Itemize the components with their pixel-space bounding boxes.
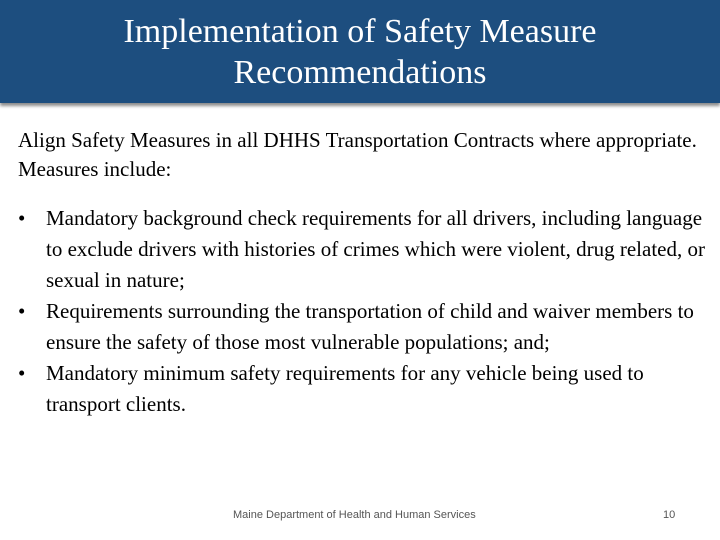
bullet-text: Requirements surrounding the transportation of child and waiver members to ensure the safety of those most vulnerable populations; and;: [46, 299, 694, 354]
title-bar: [0, 0, 720, 103]
bullet-list: [18, 203, 708, 420]
bullet-icon: •: [18, 299, 26, 323]
footer-organization: Maine Department of Health and Human Services: [233, 509, 476, 521]
bullet-item: [18, 358, 708, 420]
bullet-icon: •: [18, 361, 26, 385]
bullet-item: [18, 203, 708, 296]
bullet-icon: •: [18, 206, 26, 230]
slide-title: Implementation of Safety Measure Recommendations: [123, 12, 597, 91]
bullet-text: Mandatory background check requirements for all drivers, including language to exclude drivers with histories of crimes which were violent, drug related, or sexual in nature;: [46, 206, 705, 292]
bullet-item: [18, 296, 708, 358]
intro-text: Align Safety Measures in all DHHS Transportation Contracts where appropriate. Measures include:: [18, 128, 697, 181]
bullet-text: Mandatory minimum safety requirements for any vehicle being used to transport clients.: [46, 361, 644, 416]
page-number: 10: [663, 509, 676, 521]
